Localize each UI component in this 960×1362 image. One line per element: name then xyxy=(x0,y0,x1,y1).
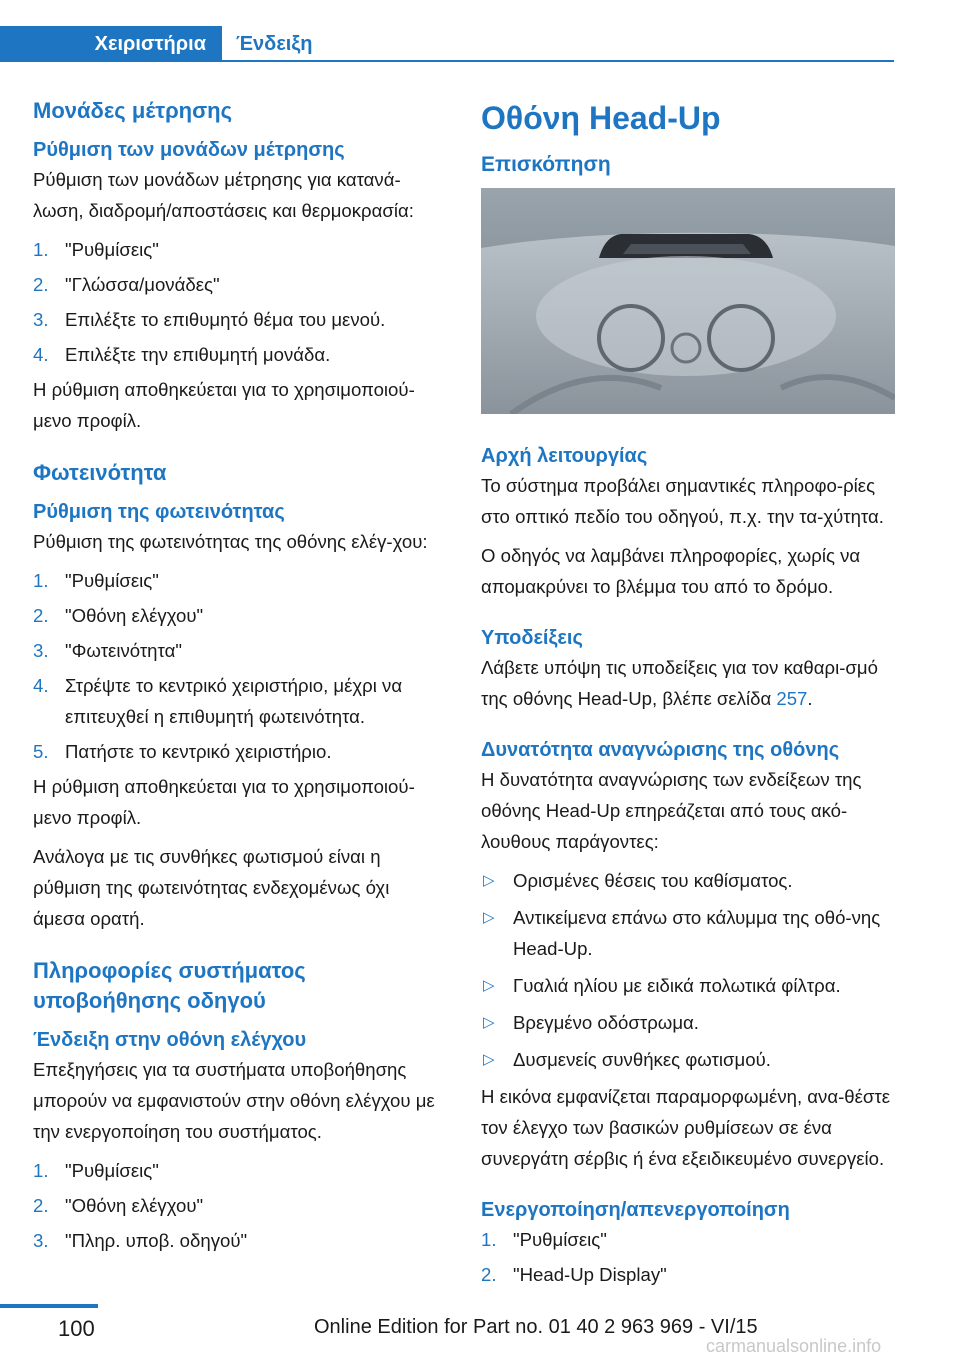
triangle-bullet-icon: ▷ xyxy=(483,872,495,889)
principle-text-1: Το σύστημα προβάλει σημαντικές πληροφο-ρίες στο οπτικό πεδίο του οδηγού, π.χ. την τα-χύτητα. xyxy=(481,475,884,527)
list-item: 3. "Φωτεινότητα" xyxy=(33,640,182,661)
brightness-note-2: Ανάλογα με τις συνθήκες φωτισμού είναι η ρύθμιση της φωτεινότητας ενδεχομένως όχι άμεσα ορατή. xyxy=(33,846,390,929)
overview-heading: Επισκόπηση xyxy=(481,153,611,176)
list-item: 3. Επιλέξτε το επιθυμητό θέμα του μενού. xyxy=(33,309,386,330)
list-item: 2. "Οθόνη ελέγχου" xyxy=(33,605,204,626)
triangle-bullet-icon: ▷ xyxy=(483,1051,495,1068)
list-item: ▷ Δυσμενείς συνθήκες φωτισμού. xyxy=(481,1044,895,1075)
activation-steps xyxy=(481,1224,895,1290)
list-item: 1. "Ρυθμίσεις" xyxy=(33,1160,159,1181)
visibility-factors xyxy=(481,865,895,1075)
driver-assist-steps xyxy=(33,1155,443,1256)
page-title: Οθόνη Head-Up xyxy=(481,100,721,136)
brightness-subheading: Ρύθμιση της φωτεινότητας xyxy=(33,501,285,523)
header-tabs xyxy=(0,0,960,62)
brightness-steps xyxy=(33,565,443,767)
units-subheading: Ρύθμιση των μονάδων μέτρησης xyxy=(33,139,345,161)
visibility-note: Η εικόνα εμφανίζεται παραμορφωμένη, ανα-θέστε τον έλεγχο των βασικών ρυθμίσεων σε ένα συνεργάτη σέρβις ή ένα εξειδικευμένο συνεργείο. xyxy=(481,1086,891,1169)
brightness-note-1: Η ρύθμιση αποθηκεύεται για το χρησιμοποιού-μενο προφίλ. xyxy=(33,776,415,828)
visibility-intro: Η δυνατότητα αναγνώρισης των ενδείξεων της οθόνης Head-Up επηρεάζεται από τους ακό-λουθους παράγοντες: xyxy=(481,769,862,852)
edition-text: Online Edition for Part no. 01 40 2 963 969 - VI/15 xyxy=(314,1316,758,1338)
principle-text-2: Ο οδηγός να λαμβάνει πληροφορίες, χωρίς να απομακρύνει το βλέμμα του από το δρόμο. xyxy=(481,545,861,597)
page-number: 100 xyxy=(58,1316,95,1341)
hints-heading: Υποδείξεις xyxy=(481,627,583,649)
list-item: 1. "Ρυθμίσεις" xyxy=(33,239,159,260)
units-intro: Ρύθμιση των μονάδων μέτρησης για κατανά-λωση, διαδρομή/αποστάσεις και θερμοκρασία: xyxy=(33,169,414,221)
list-item: 3. "Πληρ. υποβ. οδηγού" xyxy=(33,1230,248,1251)
tab-controls[interactable]: Χειριστήρια xyxy=(0,26,222,62)
driver-assist-heading: Πληροφορίες συστήματος υποβοήθησης οδηγού xyxy=(33,958,306,1013)
brightness-heading: Φωτεινότητα xyxy=(33,460,167,485)
tab-display[interactable]: Ένδειξη xyxy=(236,33,313,55)
list-item: ▷ Γυαλιά ηλίου με ειδικά πολωτικά φίλτρα. xyxy=(481,970,895,1001)
list-item: 1. "Ρυθμίσεις" xyxy=(33,570,159,591)
list-item: 2. "Οθόνη ελέγχου" xyxy=(33,1195,204,1216)
list-item: 2. "Head-Up Display" xyxy=(481,1264,667,1285)
principle-heading: Αρχή λειτουργίας xyxy=(481,445,648,467)
list-item: 1. "Ρυθμίσεις" xyxy=(481,1229,607,1250)
page-reference-link[interactable]: 257 xyxy=(776,688,808,709)
hints-text: Λάβετε υπόψη τις υποδείξεις για τον καθαρι-σμό της οθόνης Head-Up, βλέπε σελίδα 257. xyxy=(481,657,878,709)
list-item: ▷ Βρεγμένο οδόστρωμα. xyxy=(481,1007,895,1038)
units-steps xyxy=(33,234,443,370)
list-item: 2. "Γλώσσα/μονάδες" xyxy=(33,274,220,295)
watermark: carmanualsonline.info xyxy=(706,1336,882,1356)
list-item: 5. Πατήστε το κεντρικό χειριστήριο. xyxy=(33,741,332,762)
units-note: Η ρύθμιση αποθηκεύεται για το χρησιμοποιού-μενο προφίλ. xyxy=(33,379,415,431)
right-column xyxy=(481,96,895,1294)
list-item: 4. Στρέψτε το κεντρικό χειριστήριο, μέχρι να επιτευχθεί η επιθυμητή φωτεινότητα. xyxy=(33,675,403,727)
dashboard-head-up-image xyxy=(481,188,895,414)
visibility-heading: Δυνατότητα αναγνώρισης της οθόνης xyxy=(481,739,840,761)
left-column xyxy=(33,96,443,1260)
triangle-bullet-icon: ▷ xyxy=(483,1014,495,1031)
activation-heading: Ενεργοποίηση/απενεργοποίηση xyxy=(481,1199,790,1221)
list-item: ▷ Ορισμένες θέσεις του καθίσματος. xyxy=(481,865,895,896)
header-rule xyxy=(222,60,894,62)
footer-rule xyxy=(0,1304,98,1308)
triangle-bullet-icon: ▷ xyxy=(483,909,495,926)
triangle-bullet-icon: ▷ xyxy=(483,977,495,994)
driver-assist-subheading: Ένδειξη στην οθόνη ελέγχου xyxy=(33,1029,307,1051)
units-heading: Μονάδες μέτρησης xyxy=(33,98,233,123)
driver-assist-intro: Επεξηγήσεις για τα συστήματα υποβοήθησης μπορούν να εμφανιστούν στην οθόνη ελέγχου με την ενεργοποίηση του συστήματος. xyxy=(33,1059,435,1142)
list-item: 4. Επιλέξτε την επιθυμητή μονάδα. xyxy=(33,344,331,365)
list-item: ▷ Αντικείμενα επάνω στο κάλυμμα της οθό-νης Head-Up. xyxy=(481,902,895,964)
brightness-intro: Ρύθμιση της φωτεινότητας της οθόνης ελέγ-χου: xyxy=(33,531,428,552)
